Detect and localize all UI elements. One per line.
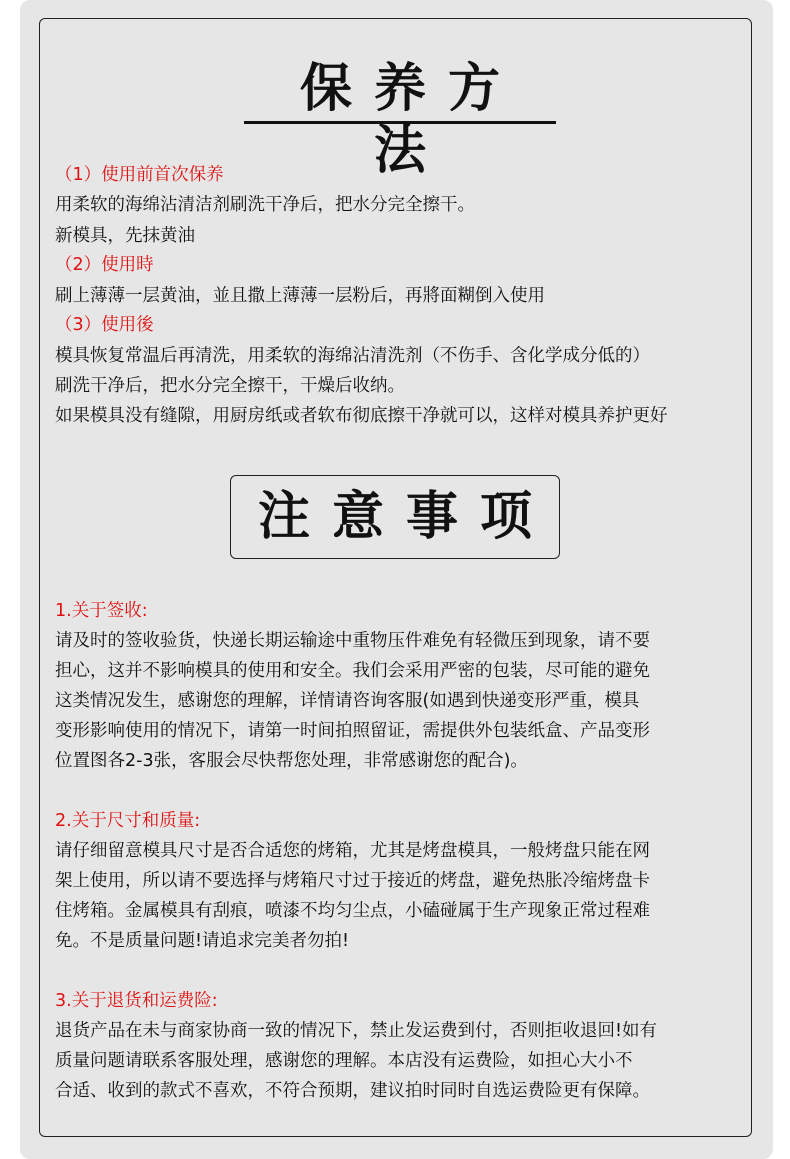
maintenance-item2-heading: （2）使用時 <box>55 255 154 275</box>
maintenance-title: 保养方法 <box>244 58 556 124</box>
notice-section3-body <box>55 1016 745 1106</box>
notice-section1-heading: 1.关于签收: <box>55 601 148 621</box>
maintenance-item1-line1: 用柔软的海绵沾清洁剂刷洗干净后，把水分完全擦干。 <box>55 195 475 215</box>
notice-section3-line: 合适、收到的款式不喜欢，不符合预期，建议拍时同时自选运费险更有保障。 <box>55 1081 650 1101</box>
notice-section3-heading: 3.关于退货和运费险: <box>55 991 218 1011</box>
notice-section2-line: 架上使用，所以请不要选择与烤箱尺寸过于接近的烤盘，避免热胀冷缩烤盘卡 <box>55 871 650 891</box>
maintenance-item1-heading: （1）使用前首次保养 <box>55 165 224 185</box>
maintenance-item3-line2: 刷洗干净后，把水分完全擦干，干燥后收纳。 <box>55 376 405 396</box>
notice-section3-line: 退货产品在未与商家协商一致的情况下，禁止发运费到付，否则拒收退回!如有 <box>55 1021 658 1041</box>
notice-section1-body <box>55 626 745 776</box>
notice-section1-line: 这类情况发生，感谢您的理解，详情请咨询客服(如遇到快递变形严重，模具 <box>55 691 640 711</box>
notice-section1-line: 请及时的签收验货，快递长期运输途中重物压件难免有轻微压到现象，请不要 <box>55 631 650 651</box>
maintenance-item1-line2: 新模具，先抹黄油 <box>55 226 195 246</box>
notice-section1-line: 担心，这并不影响模具的使用和安全。我们会采用严密的包装，尽可能的避免 <box>55 661 650 681</box>
maintenance-item3-line3: 如果模具没有缝隙，用厨房纸或者软布彻底擦干净就可以，这样对模具养护更好 <box>55 406 668 426</box>
notice-section2-line: 住烤箱。金属模具有刮痕，喷漆不均匀尘点，小磕碰属于生产现象正常过程难 <box>55 901 650 921</box>
notice-section3-line: 质量问题请联系客服处理，感谢您的理解。本店没有运费险，如担心大小不 <box>55 1051 633 1071</box>
notice-section2-line: 请仔细留意模具尺寸是否合适您的烤箱，尤其是烤盘模具，一般烤盘只能在网 <box>55 841 650 861</box>
notice-section1-line: 变形影响使用的情况下，请第一时间拍照留证，需提供外包装纸盒、产品变形 <box>55 721 650 741</box>
notice-section2-body <box>55 836 745 956</box>
maintenance-item2-line1: 刷上薄薄一层黄油，並且撒上薄薄一层粉后，再將面糊倒入使用 <box>55 286 545 306</box>
maintenance-item3-heading: （3）使用後 <box>55 315 154 335</box>
notice-section2-line: 免。不是质量问题!请追求完美者勿拍! <box>55 931 350 951</box>
notice-section1-line: 位置图各2-3张，客服会尽快帮您处理，非常感谢您的配合)。 <box>55 751 528 771</box>
notice-section2-heading: 2.关于尺寸和质量: <box>55 811 201 831</box>
notice-title: 注意事项 <box>230 475 560 559</box>
maintenance-item3-line1: 模具恢复常温后再清洗，用柔软的海绵沾清洗剂（不伤手、含化学成分低的） <box>55 346 650 366</box>
